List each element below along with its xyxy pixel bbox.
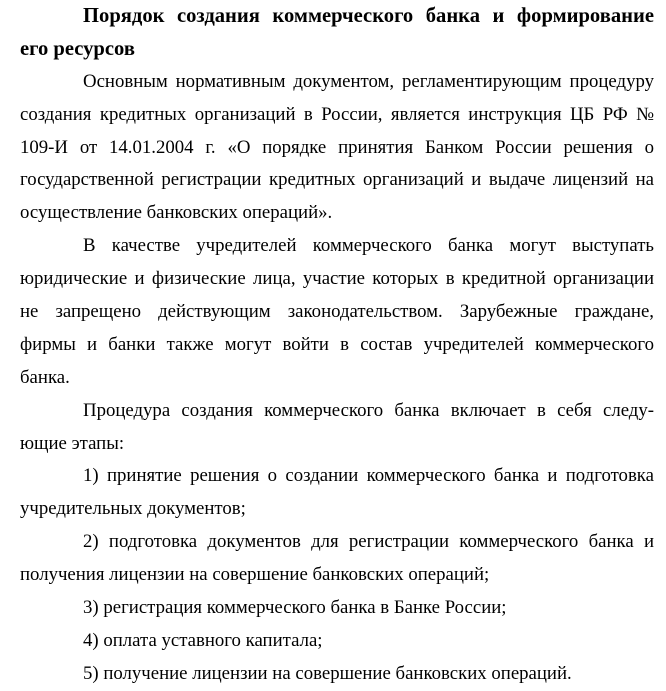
- list-item-2-line-1: 2) подготовка документов для регистрации коммерческого банка и: [83, 531, 654, 553]
- paragraph-2-line-5: банка.: [20, 366, 70, 388]
- list-item-1-line-2: учредительных документов;: [20, 498, 246, 520]
- list-item-5-line-1: 5) получение лицензии на совершение банковских операций.: [83, 662, 572, 684]
- paragraph-1-line-4: государственной регистрации кредитных организаций и выдаче лицензий на: [20, 169, 654, 191]
- paragraph-1-line-3: 109-И от 14.01.2004 г. «О порядке принятия Банком России решения о: [20, 136, 654, 158]
- paragraph-1-line-1: Основным нормативным документом, регламентирующим процедуру: [83, 70, 654, 92]
- paragraph-1-line-5: осуществление банковских операций».: [20, 202, 333, 224]
- paragraph-2-line-4: фирмы и банки также могут войти в состав учредителей коммерческого: [20, 333, 654, 355]
- paragraph-2-line-1: В качестве учредителей коммерческого банка могут выступать: [83, 235, 654, 257]
- paragraph-3-line-2: ющие этапы:: [20, 432, 125, 454]
- paragraph-1-line-2: создания кредитных организаций в России, является инструкция ЦБ РФ №: [20, 103, 654, 125]
- list-item-4-line-1: 4) оплата уставного капитала;: [83, 629, 323, 651]
- paragraph-2-line-2: юридические и физические лица, участие которых в кредитной организации: [20, 268, 654, 290]
- paragraph-2-line-3: не запрещено действующим законодательством. Зарубежные граждане,: [20, 301, 654, 323]
- list-item-2-line-2: получения лицензии на совершение банковских операций;: [20, 564, 490, 586]
- list-item-3-line-1: 3) регистрация коммерческого банка в Банке России;: [83, 597, 507, 619]
- list-item-1-line-1: 1) принятие решения о создании коммерческого банка и подготовка: [83, 465, 654, 487]
- paragraph-3-line-1: Процедура создания коммерческого банка включает в себя следу-: [83, 399, 654, 421]
- document-title-line-2: его ресурсов: [20, 37, 135, 60]
- document-title-line-1: Порядок создания коммерческого банка и формирование: [83, 5, 654, 27]
